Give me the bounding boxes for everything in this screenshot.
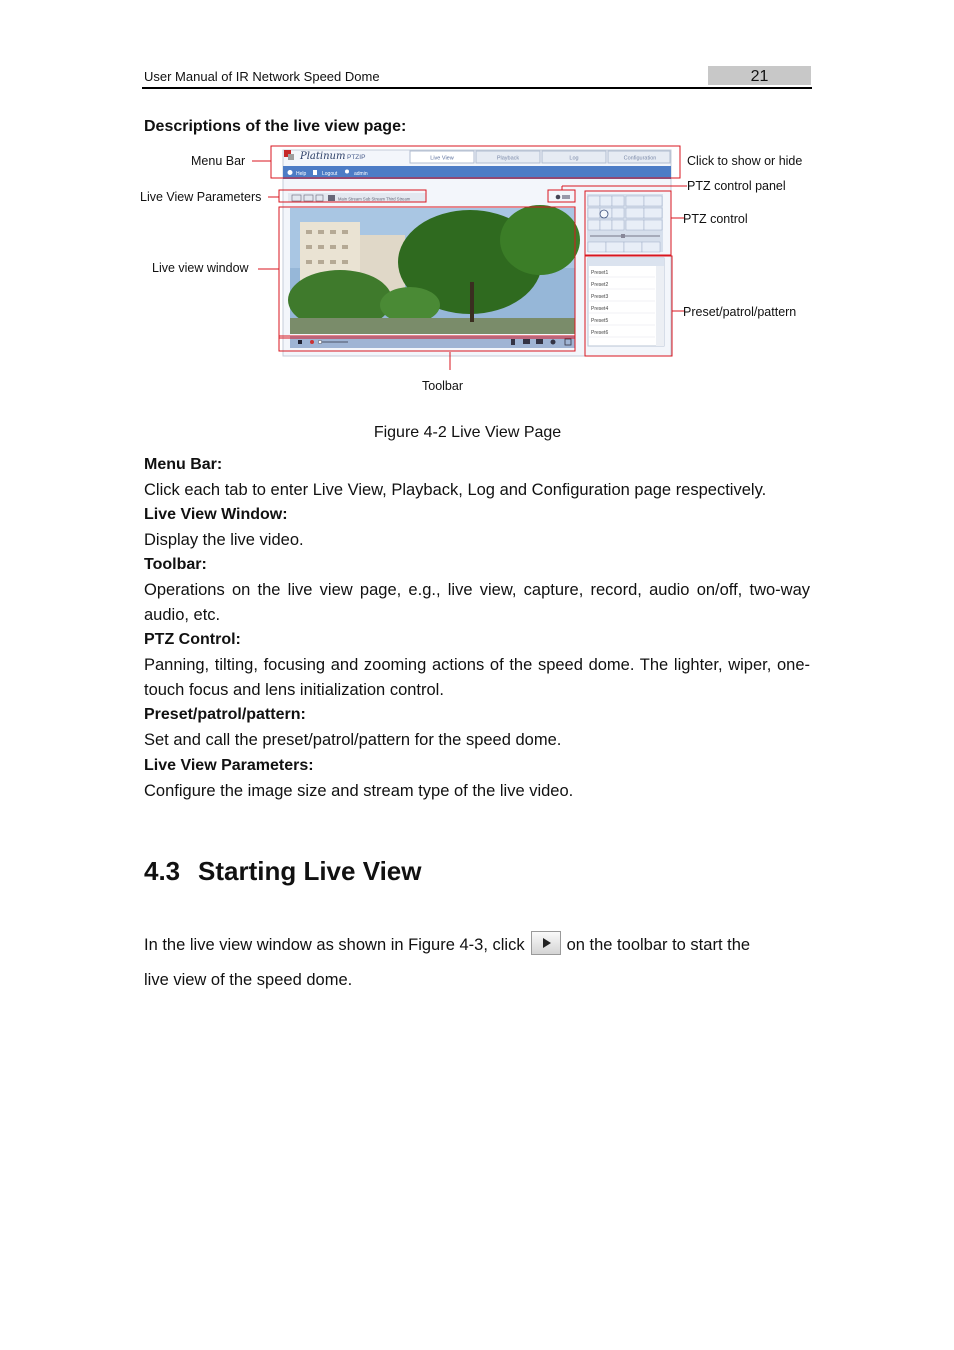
callout-click-to-show: Click to show or hide <box>687 154 803 168</box>
callout-menu-bar: Menu Bar <box>191 154 246 168</box>
section-title: Starting Live View <box>198 856 422 886</box>
svg-text:Preset5: Preset5 <box>591 318 609 324</box>
callout-ptz-control: PTZ control <box>683 212 748 226</box>
header-rule <box>142 87 812 89</box>
paragraph-text-before: In the live view window as shown in Figure 4-3, click <box>144 936 525 954</box>
page-number: 21 <box>708 66 811 85</box>
svg-text:Preset3: Preset3 <box>591 294 609 300</box>
term-live-view-window: Live View Window: <box>144 506 288 523</box>
svg-text:Preset2: Preset2 <box>591 282 609 288</box>
svg-text:Playback: Playback <box>496 155 520 162</box>
svg-text:Log: Log <box>569 155 579 162</box>
capture-icon <box>523 339 530 344</box>
logo-sub: PTZIP <box>347 154 366 161</box>
desc-live-view-window: Display the live video. <box>144 531 304 549</box>
desc-preset: Set and call the preset/patrol/pattern for the speed dome. <box>144 731 562 749</box>
logout-icon <box>313 170 317 175</box>
menu-tabs <box>410 151 670 163</box>
term-menu-bar: Menu Bar: <box>144 456 223 473</box>
mic-icon <box>511 339 515 345</box>
show-hide-icon <box>556 195 570 200</box>
callout-toolbar: Toolbar <box>422 379 463 393</box>
play-icon <box>531 931 561 955</box>
figure-heading: Descriptions of the live view page: <box>144 118 407 135</box>
desc-menu-bar: Click each tab to enter Live View, Playback, Log and Configuration page respectively. <box>144 481 767 499</box>
callout-preset-patrol-pattern: Preset/patrol/pattern <box>683 305 797 319</box>
desc-toolbar: Operations on the live view page, e.g., live view, capture, record, audio on/off, two-way audio, etc. <box>144 581 810 624</box>
logo-text: Platinum <box>300 151 346 162</box>
svg-text:Preset4: Preset4 <box>591 306 609 312</box>
svg-text:Main Stream Sub Stream Third: Main Stream Sub Stream Third Stream <box>338 196 411 202</box>
link-bar <box>283 166 671 179</box>
callout-ptz-control-panel: PTZ control panel <box>687 179 786 193</box>
paragraph-line-2: live view of the speed dome. <box>144 971 353 989</box>
section-heading <box>144 856 421 887</box>
figure-caption: Figure 4-2 Live View Page <box>373 424 562 441</box>
svg-text:Logout: Logout <box>322 171 338 177</box>
running-header: User Manual of IR Network Speed Dome <box>144 69 380 84</box>
desc-live-view-parameters: Configure the image size and stream type of the live video. <box>144 782 574 800</box>
zoom-icon <box>551 340 556 345</box>
svg-text:admin: admin <box>354 171 368 177</box>
callout-live-view-parameters: Live View Parameters <box>140 190 262 204</box>
volume-icon <box>310 340 314 344</box>
svg-text:Preset1: Preset1 <box>591 270 609 276</box>
term-toolbar: Toolbar: <box>144 556 207 573</box>
section-number: 4.3 <box>144 856 181 886</box>
record-icon <box>536 339 543 344</box>
live-view-figure <box>130 140 830 400</box>
svg-text:Preset6: Preset6 <box>591 330 609 336</box>
stop-icon <box>298 340 302 344</box>
user-icon <box>345 170 349 174</box>
svg-text:Configuration: Configuration <box>623 155 657 162</box>
svg-text:Live View: Live View <box>430 155 454 162</box>
callout-live-view-window: Live view window <box>152 261 249 275</box>
term-live-view-parameters: Live View Parameters: <box>144 757 314 774</box>
paragraph-text-after: on the toolbar to start the <box>566 936 751 954</box>
help-icon <box>288 170 293 175</box>
paragraph-line-1 <box>144 931 810 955</box>
term-ptz-control: PTZ Control: <box>144 631 241 648</box>
term-preset: Preset/patrol/pattern: <box>144 706 306 723</box>
svg-text:Help: Help <box>296 171 307 177</box>
desc-ptz-control: Panning, tilting, focusing and zooming actions of the speed dome. The lighter, wiper, one-touch focus and lens initialization control. <box>144 656 810 699</box>
